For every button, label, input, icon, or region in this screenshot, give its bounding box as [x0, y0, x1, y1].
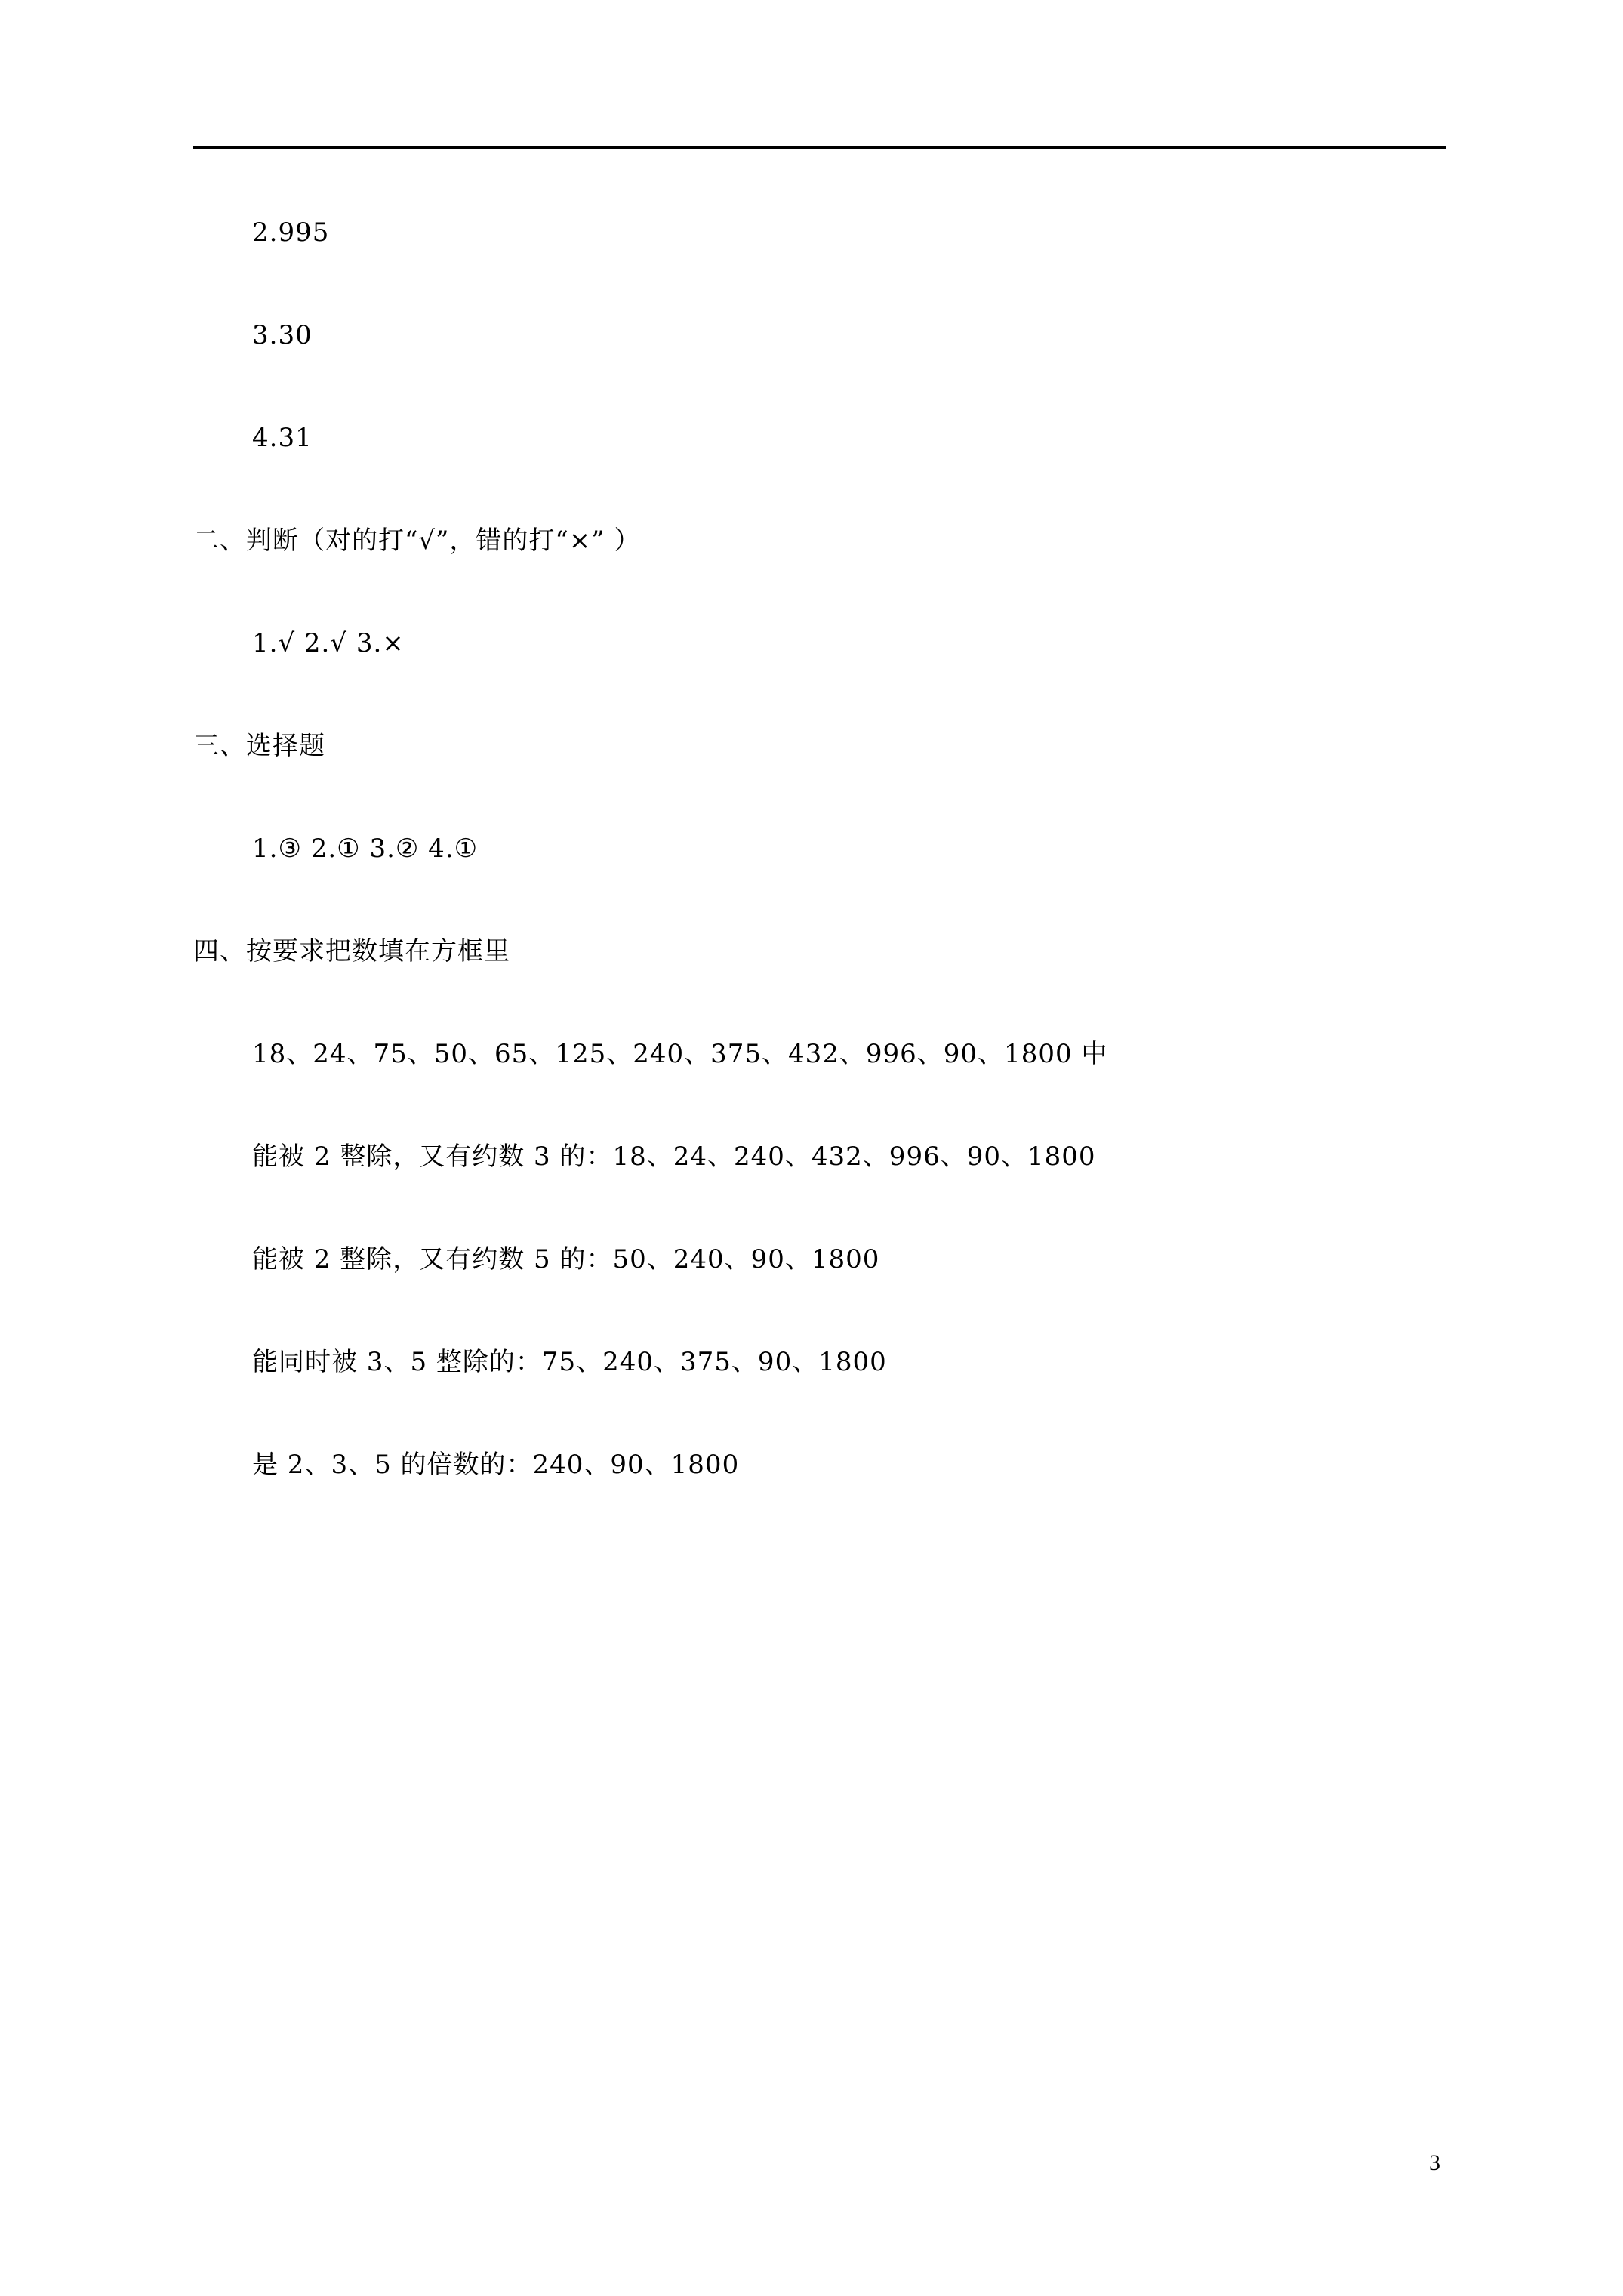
choice-answers: 1.③ 2.① 3.② 4.① [252, 834, 479, 864]
fill-answer-line: 是 2、3、5 的倍数的：240、90、1800 [252, 1450, 740, 1480]
answer-line: 3.30 [252, 320, 313, 350]
fill-answer-line: 能被 2 整除，又有约数 3 的：18、24、240、432、996、90、1800 [252, 1142, 1096, 1172]
section-heading-judgment: 二、判断（对的打“√”，错的打“×” ） [193, 525, 641, 556]
number-list: 18、24、75、50、65、125、240、375、432、996、90、1800 中 [252, 1039, 1108, 1069]
answer-line: 2.995 [252, 217, 330, 248]
fill-answer-line: 能被 2 整除，又有约数 5 的：50、240、90、1800 [252, 1244, 880, 1274]
fill-answer-line: 能同时被 3、5 整除的：75、240、375、90、1800 [252, 1347, 887, 1377]
answer-line: 4.31 [252, 423, 313, 453]
section-heading-fill: 四、按要求把数填在方框里 [193, 936, 510, 966]
section-heading-choice: 三、选择题 [193, 731, 325, 761]
judgment-answers: 1.√ 2.√ 3.× [252, 628, 405, 658]
header-rule [193, 146, 1446, 149]
page-number: 3 [1429, 2150, 1440, 2175]
